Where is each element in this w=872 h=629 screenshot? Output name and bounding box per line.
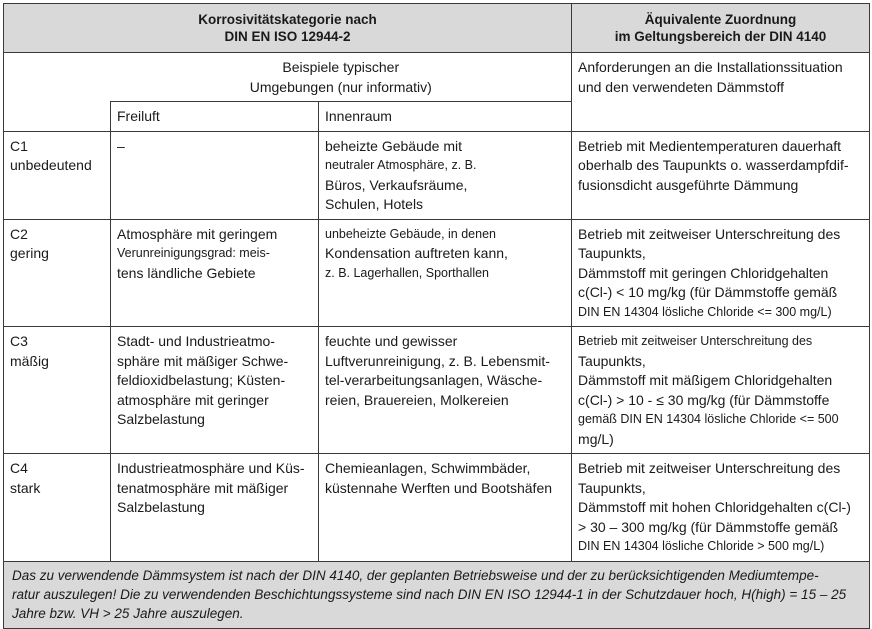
outdoor-line: tenatmosphäre mit mäßiger (117, 479, 289, 496)
requirement-line: Betrieb mit zeitweiser Unterschreitung des (578, 460, 841, 476)
outdoor-line: sphäre mit mäßiger Schwe- (117, 352, 289, 369)
requirement-cell (572, 327, 870, 454)
outdoor-line: feldioxidbelastung; Küsten- (117, 372, 286, 388)
indoor-cell (319, 219, 572, 327)
requirement-line: Dämmstoff mit mäßigem Chloridgehalten (578, 372, 833, 388)
examples-header-line-1: Beispiele typischer (282, 59, 400, 75)
category-code: C2 (10, 225, 28, 242)
outdoor-line: – (117, 137, 125, 154)
indoor-line: Schulen, Hotels (325, 196, 424, 212)
outdoor-cell (111, 327, 319, 454)
requirement-line: c(Cl-) < 10 mg/kg (für Dämmstoffe gemäß (578, 284, 838, 300)
indoor-cell (319, 131, 572, 219)
table-row-c3 (4, 327, 870, 454)
examples-header (111, 53, 572, 102)
header-left (4, 4, 572, 53)
requirement-line: mg/L) (578, 430, 614, 447)
indoor-line: reien, Brauereien, Molkereien (325, 391, 509, 408)
table-row-c4 (4, 454, 870, 562)
requirement-cell (572, 219, 870, 327)
requirements-header (572, 53, 870, 132)
outdoor-cell (111, 219, 319, 327)
indoor-line: Luftverunreinigung, z. B. Lebensmit- (325, 352, 550, 369)
requirement-line: DIN EN 14304 lösliche Chloride > 500 mg/L) (578, 539, 825, 553)
category-name: mäßig (10, 352, 49, 369)
indoor-cell (319, 327, 572, 454)
header-left-line-1: Korrosivitätskategorie nach (198, 12, 377, 27)
indoor-line: unbeheizte Gebäude, in denen (325, 226, 496, 241)
requirement-cell (572, 131, 870, 219)
examples-header-line-2: Umgebungen (nur informativ) (249, 78, 432, 95)
requirement-line: Taupunkts, (578, 352, 646, 369)
requirement-line: oberhalb des Taupunkts o. wasserdampfdif- (578, 157, 849, 173)
category-name: gering (10, 245, 49, 261)
category-label-spacer-2 (4, 102, 111, 132)
requirement-line: Taupunkts, (578, 479, 646, 496)
subheader-row (4, 53, 870, 102)
requirement-cell (572, 454, 870, 562)
outdoor-line: Atmosphäre mit geringem (117, 225, 278, 242)
outdoor-line: atmosphäre mit geringer (117, 391, 269, 408)
indoor-line: Kondensation auftreten kann, (325, 245, 508, 261)
table-row-c2 (4, 219, 870, 327)
indoor-line: neutraler Atmosphäre, z. B. (325, 158, 477, 172)
requirement-line: Betrieb mit zeitweiser Unterschreitung des (578, 334, 813, 348)
category-code: C4 (10, 460, 28, 476)
requirement-line: fusionsdicht ausgeführte Dämmung (578, 176, 799, 193)
indoor-line: beheizte Gebäude mit (325, 137, 462, 154)
category-code: C3 (10, 333, 28, 349)
category-label-spacer (4, 53, 111, 102)
indoor-cell (319, 454, 572, 562)
footer-line-2: ratur auszulegen! Die zu verwendenden Beschichtungssysteme sind nach DIN EN ISO 12944-1 in der Schutzdauer hoch, H(high) = 15 – 25 (12, 586, 847, 602)
footer-row (4, 561, 870, 628)
header-row (4, 4, 870, 53)
corrosivity-table-container (3, 3, 869, 621)
footer-note (4, 561, 870, 628)
indoor-line: Chemieanlagen, Schwimmbäder, (325, 460, 531, 476)
requirements-header-line-1: Anforderungen an die Installationssituation (578, 59, 843, 75)
outdoor-line: Salzbelastung (117, 411, 205, 427)
category-code: C1 (10, 137, 28, 154)
outdoor-header: Freiluft (111, 102, 319, 132)
category-cell (4, 219, 111, 327)
category-cell (4, 327, 111, 454)
indoor-line: küstennahe Werften und Bootshäfen (325, 479, 553, 496)
requirement-line: Dämmstoff mit geringen Chloridgehalten (578, 264, 829, 281)
outdoor-cell (111, 131, 319, 219)
requirement-line: c(Cl-) > 10 - ≤ 30 mg/kg (für Dämmstoffe (578, 391, 830, 408)
requirement-line: Betrieb mit Medientemperaturen dauerhaft (578, 137, 842, 154)
corrosivity-table (3, 3, 870, 629)
header-left-line-2: DIN EN ISO 12944-2 (224, 29, 351, 44)
indoor-header: Innenraum (319, 102, 572, 132)
indoor-line: tel-verarbeitungsanlagen, Wäsche- (325, 372, 543, 388)
indoor-line: feuchte und gewisser (325, 333, 458, 349)
requirement-line: gemäß DIN EN 14304 lösliche Chloride <= 500 (578, 412, 839, 426)
category-name: stark (10, 479, 41, 496)
footer-line-1: Das zu verwendende Dämmsystem ist nach der DIN 4140, der geplanten Betriebsweise und der zu berücksichtigenden Mediumtempe- (12, 567, 819, 583)
category-cell (4, 131, 111, 219)
header-right (572, 4, 870, 53)
footer-line-3: Jahre bzw. VH > 25 Jahre auszulegen. (12, 605, 244, 621)
outdoor-line: Stadt- und Industrieatmo- (117, 333, 275, 349)
outdoor-line: tens ländliche Gebiete (117, 264, 256, 281)
table-row-c1 (4, 131, 870, 219)
outdoor-cell (111, 454, 319, 562)
indoor-line: z. B. Lagerhallen, Sporthallen (325, 265, 489, 280)
requirement-line: DIN EN 14304 lösliche Chloride <= 300 mg/L) (578, 304, 832, 319)
requirement-line: Taupunkts, (578, 245, 646, 261)
outdoor-line: Industrieatmosphäre und Küs- (117, 460, 305, 476)
requirement-line: Betrieb mit zeitweiser Unterschreitung des (578, 225, 841, 242)
requirement-line: Dämmstoff mit hohen Chloridgehalten c(Cl-) (578, 499, 851, 515)
outdoor-line: Salzbelastung (117, 499, 205, 515)
outdoor-line: Verunreinigungsgrad: meis- (117, 246, 270, 260)
requirement-line: > 30 – 300 mg/kg (für Dämmstoffe gemäß (578, 518, 839, 535)
category-name: unbedeutend (10, 157, 92, 173)
header-right-line-1: Äquivalente Zuordnung (644, 12, 797, 27)
requirements-header-line-2: und den verwendeten Dämmstoff (578, 78, 785, 95)
category-cell (4, 454, 111, 562)
indoor-line: Büros, Verkaufsräume, (325, 176, 468, 193)
header-right-line-2: im Geltungsbereich der DIN 4140 (614, 29, 827, 44)
